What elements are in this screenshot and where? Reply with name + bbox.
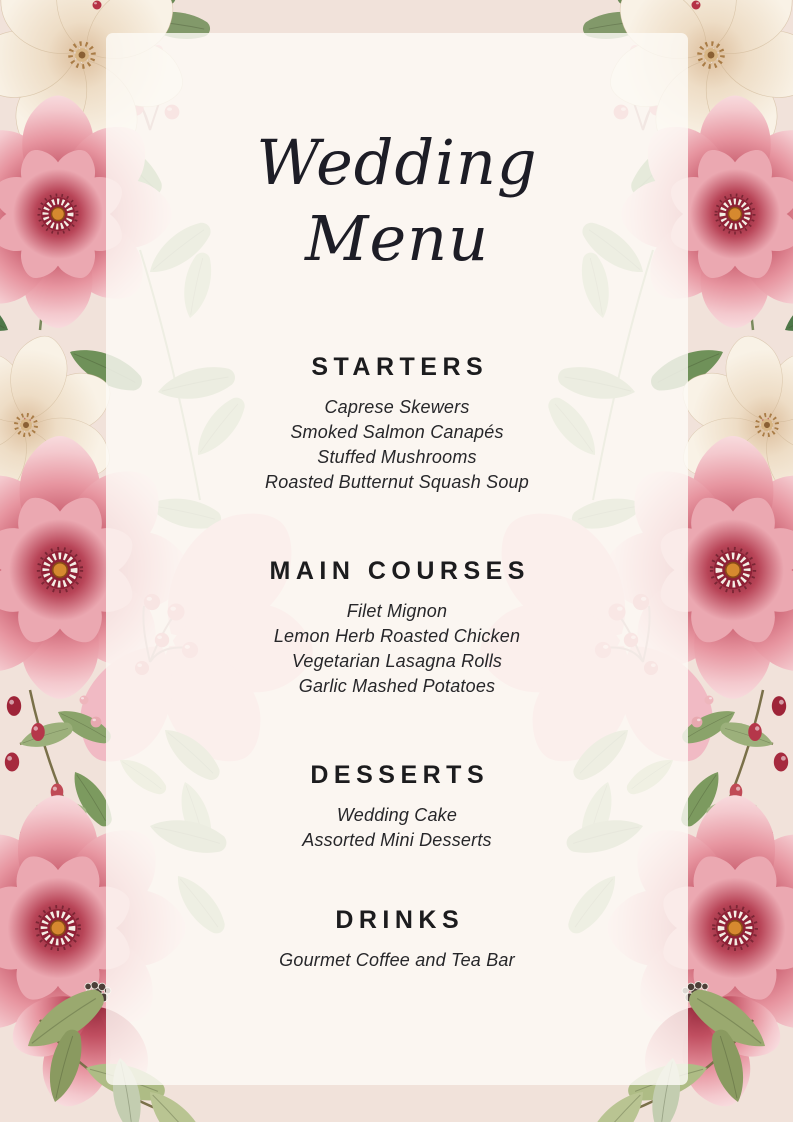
section-heading-main-courses bbox=[106, 556, 688, 586]
menu-panel bbox=[106, 33, 688, 1085]
menu-item: Assorted Mini Desserts bbox=[302, 830, 492, 850]
section-heading-text: DESSERTS bbox=[310, 761, 490, 789]
section-heading-text: MAIN COURSES bbox=[269, 557, 530, 585]
menu-section-desserts bbox=[106, 760, 688, 853]
menu-item: Roasted Butternut Squash Soup bbox=[265, 472, 529, 492]
menu-item: Stuffed Mushrooms bbox=[317, 447, 477, 467]
menu-item: Vegetarian Lasagna Rolls bbox=[291, 651, 503, 671]
section-heading-text: DRINKS bbox=[335, 906, 465, 934]
menu-item: Lemon Herb Roasted Chicken bbox=[273, 626, 521, 646]
menu-section-drinks bbox=[106, 905, 688, 973]
menu-title-line2: Menu bbox=[304, 202, 490, 275]
section-items bbox=[106, 395, 688, 495]
section-heading-drinks bbox=[106, 905, 688, 935]
section-items bbox=[106, 803, 688, 853]
menu-item: Smoked Salmon Canapés bbox=[290, 422, 504, 442]
section-items bbox=[106, 948, 688, 973]
menu-item: Gourmet Coffee and Tea Bar bbox=[279, 950, 515, 970]
section-heading-text: STARTERS bbox=[311, 353, 489, 381]
menu-title-line1: Wedding bbox=[256, 126, 538, 199]
section-heading-desserts bbox=[106, 760, 688, 790]
section-items bbox=[106, 599, 688, 699]
menu-item: Garlic Mashed Potatoes bbox=[298, 676, 496, 696]
menu-item: Filet Mignon bbox=[346, 601, 448, 621]
menu-item: Caprese Skewers bbox=[324, 397, 470, 417]
menu-title bbox=[106, 125, 688, 277]
menu-section-main-courses bbox=[106, 556, 688, 699]
menu-section-starters bbox=[106, 352, 688, 495]
section-heading-starters bbox=[106, 352, 688, 382]
menu-item: Wedding Cake bbox=[336, 805, 458, 825]
